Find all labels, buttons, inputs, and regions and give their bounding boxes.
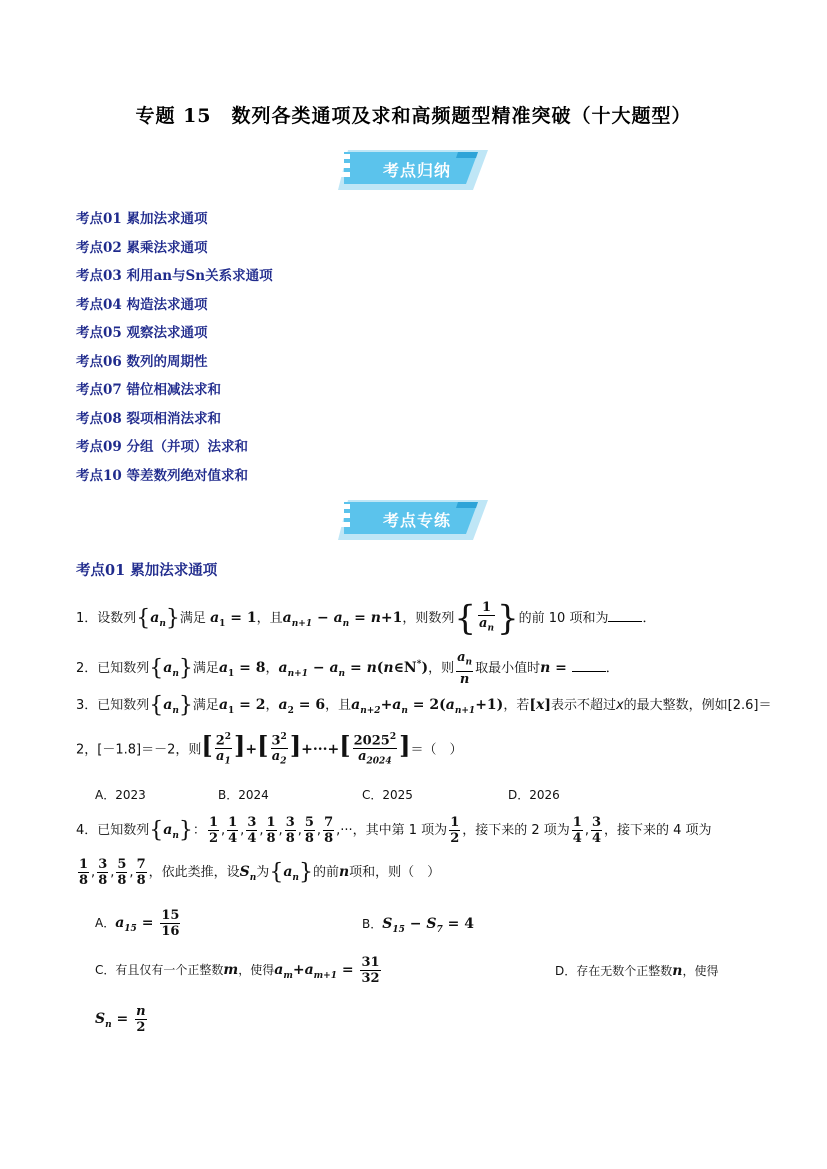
toc-item[interactable]: 考点09 分组（并项）法求和 <box>76 439 248 455</box>
toc-item[interactable]: 考点08 裂项相消法求和 <box>76 410 221 427</box>
banner-summary-label: 考点归纳 <box>382 161 451 180</box>
q4-option-c[interactable]: C．有且仅有一个正整数m，使得$a_m+a_{m+1}$ = $\frac{31}{32}$ <box>95 955 380 986</box>
question-4-line-2: $\frac{1}{8}$ , $\frac{3}{8}$ , $\frac{5}{8}$ , $\frac{7}{8}$ ，依此类推，设$S_n$为$\{a_n\}$的前n项和，则（ ） <box>79 857 441 888</box>
question-3-line-2: 2，[－1.8]＝－2，则[ $\frac{2^2}{a_1}$ ]+[ $\frac{3^2}{a_2}$ ]+···+[ $\frac{2025^2}{a_{2024}}$ ]＝（ ） <box>76 730 463 767</box>
q3-option-d[interactable]: D．2026 <box>508 788 560 802</box>
toc-item[interactable]: 考点02 累乘法求通项 <box>76 239 208 256</box>
q4-option-d[interactable]: D．存在无数个正整数n，使得 <box>555 963 719 979</box>
toc-item[interactable]: 考点07 错位相减法求和 <box>76 382 221 398</box>
banner-practice-label: 考点专练 <box>382 511 451 530</box>
toc-item[interactable]: 考点03 利用an与Sn关系求通项 <box>76 268 273 284</box>
toc-item[interactable]: 考点05 观察法求通项 <box>76 325 208 341</box>
question-4: 4．已知数列$\{a_n\}$： $\frac{1}{2}$ , $\frac{1}{4}$ , $\frac{3}{4}$ , $\frac{1}{8}$ , $\frac{3}{8}$ , $\frac{5}{8}$ , $\frac{7}{8}$ ,···，其中第 1 项为 $\frac{1}{2}$ ，接下来的 2 项为 $\frac{1}{4}$ , $\frac{3}{4}$ ，接下来的 4 项为 <box>76 815 712 846</box>
banner-practice <box>338 500 488 540</box>
question-1: 1．设数列$\{a_n\}$满足 $a_1 = 1$，且$a_{n+1} - a_n = n+1$，则数列{ $\frac{1}{a_n}$ }的前 10 项和为 ． <box>76 598 656 639</box>
q4-option-d-formula: $S_n$ = $\frac{n}{2}$ <box>95 1004 146 1035</box>
page-title: 专题 15 数列各类通项及求和高频题型精准突破（十大题型） <box>135 105 692 127</box>
question-2: 2．已知数列$\{a_n\}$满足$a_1 = 8$，$a_{n+1} - a_n$ = n(n∈N*)，则 $\frac{a_n}{n}$ 取最小值时n = ． <box>76 650 619 687</box>
toc-list <box>76 208 273 493</box>
toc-item[interactable]: 考点06 数列的周期性 <box>76 353 208 370</box>
q4-option-a[interactable]: A．$a_{15}$ = $\frac{15}{16}$ <box>95 908 180 939</box>
section-heading: 考点01 累加法求通项 <box>76 562 218 579</box>
q4-option-b[interactable]: B．$S_{15} - S_7 = 4$ <box>362 916 474 935</box>
q3-option-a[interactable]: A．2023 <box>95 788 146 802</box>
q3-option-b[interactable]: B．2024 <box>218 788 269 802</box>
toc-item[interactable]: 考点01 累加法求通项 <box>76 211 208 227</box>
toc-item[interactable]: 考点04 构造法求通项 <box>76 296 208 313</box>
banner-summary <box>338 150 488 190</box>
toc-item[interactable]: 考点10 等差数列绝对值求和 <box>76 467 248 484</box>
question-3: 3．已知数列$\{a_n\}$满足$a_1 = 2$，$a_2 = 6$，且$a_{n+2}+a_n = 2(a_{n+1}+1)$，若[x]表示不超过x的最大整数，例如[2.6]＝ <box>76 693 772 718</box>
q3-option-c[interactable]: C．2025 <box>362 788 413 802</box>
